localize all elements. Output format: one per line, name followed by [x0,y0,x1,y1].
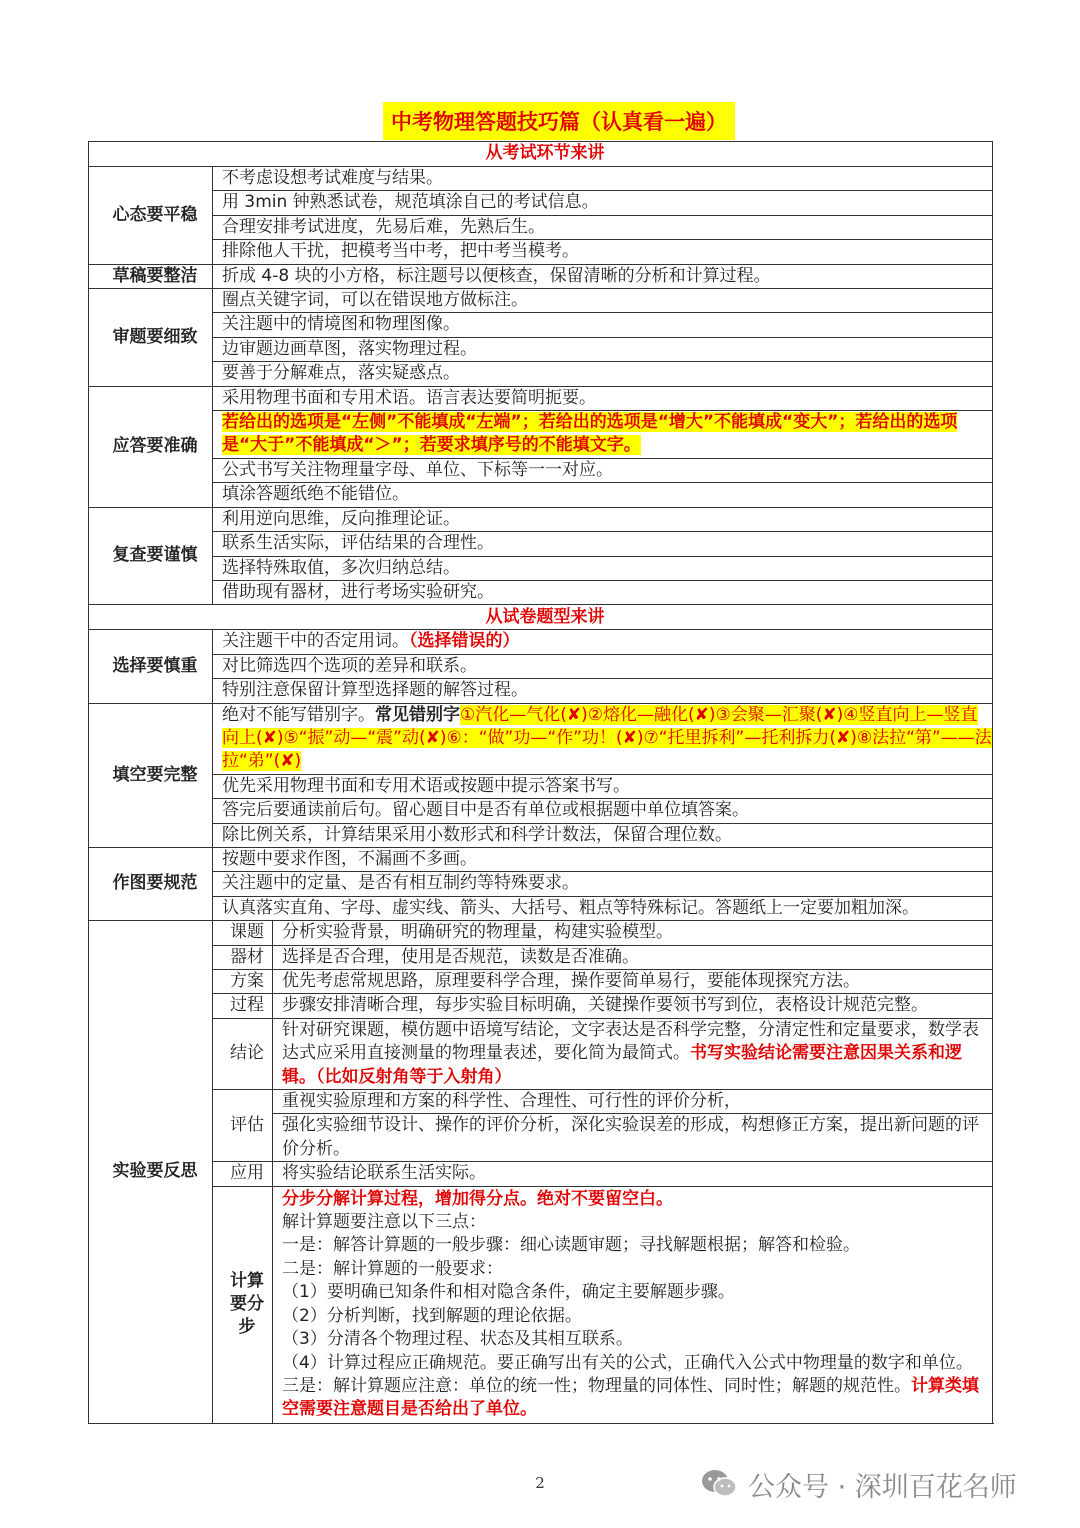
tip-text: 要善于分解难点，落实疑惑点。 [213,362,993,386]
tip-text: 排除他人干扰，把模考当中考，把中考当模考。 [213,240,993,264]
tip-main-text: 关注题干中的否定用词。 [222,631,409,652]
tip-text: 用 3min 钟熟悉试卷，规范填涂自己的考试信息。 [213,191,993,215]
category-label: 复查要谨慎 [89,507,213,605]
category-label: 实验要反思 [89,921,213,1424]
tips-table [88,141,993,1424]
category-label: 审题要细致 [89,289,213,387]
section-header-row [89,605,993,630]
table-row [89,167,993,191]
table-row [89,337,993,361]
calc-line: （2）分析判断，找到解题的理论依据。 [282,1305,582,1326]
table-row [89,994,993,1018]
table-row [89,289,993,313]
table-row [89,580,993,604]
tip-text: 优先采用物理书面和专用术语或按题中提示答案书写。 [213,774,993,798]
step-text: 强化实验细节设计、操作的评价分析，深化实验误差的形成，构想修正方案，提出新问题的评价分析。 [273,1114,993,1162]
table-row [89,1018,993,1089]
table-row [89,921,993,945]
calc-line: 分步分解计算过程，增加得分点。绝对不要留空白。 [282,1188,673,1209]
table-row [89,679,993,703]
calc-line [282,1375,992,1422]
category-label: 草稿要整洁 [89,264,213,288]
step-label: 过程 [213,994,273,1018]
table-row [89,970,993,994]
tip-text: 除比例关系，计算结果采用小数形式和科学计数法，保留合理位数。 [213,823,993,847]
calc-line: （4）计算过程应正确规范。要正确写出有关的公式，正确代入公式中物理量的数字和单位。 [282,1352,973,1373]
section-title: 从试卷题型来讲 [89,605,993,630]
calc-text: 三是：解计算题应注意：单位的统一性；物理量的同体性、同时性；解题的规范性。 [282,1375,911,1396]
calc-line: 一是：解答计算题的一般步骤：细心读题审题；寻找解题根据；解答和检验。 [282,1235,860,1256]
calc-line: 二是：解计算题的一般要求： [282,1258,503,1279]
table-row [89,799,993,823]
table-row [89,774,993,798]
step-label: 课题 [213,921,273,945]
tip-text: 关注题中的定量、是否有相互制约等特殊要求。 [213,872,993,896]
highlighted-warning: 若给出的选项是“左侧”不能填成“左端”；若给出的选项是“增大”不能填成“变大”；若给出的选项是“大于”不能填成“＞”；若要求填序号的不能填文字。 [222,412,958,456]
table-row [89,872,993,896]
table-row [89,264,993,288]
tip-text: 采用物理书面和专用术语。语言表达要简明扼要。 [213,386,993,410]
tip-red-note: （选择错误的） [409,631,520,652]
table-row [89,823,993,847]
tip-text: 合理安排考试进度，先易后难，先熟后生。 [213,215,993,239]
tip-text [213,703,993,774]
step-label: 结论 [213,1018,273,1089]
tip-text: 边审题边画草图，落实物理过程。 [213,337,993,361]
table-row [89,458,993,482]
calc-line: （1）要明确已知条件和相对隐含条件，确定主要解题步骤。 [282,1282,735,1303]
section-title: 从考试环节来讲 [89,142,993,167]
category-label: 填空要完整 [89,703,213,847]
table-row [89,945,993,969]
calculation-text [273,1186,993,1423]
tip-text: 认真落实直角、字母、虚实线、箭头、大括号、粗点等特殊标记。答题纸上一定要加粗加深。 [213,896,993,920]
step-text: 优先考虑常规思路，原理要科学合理，操作要简单易行，要能体现探究方法。 [273,970,993,994]
tip-text: 特别注意保留计算型选择题的解答过程。 [213,679,993,703]
table-row [89,386,993,410]
step-label: 器材 [213,945,273,969]
calc-red-note: 计算类填空需要注意题目是否给出了单位。 [282,1375,979,1420]
tip-text: 利用逆向思维，反向推理论证。 [213,507,993,531]
category-label: 心态要平稳 [89,167,213,265]
step-text: 分析实验背景，明确研究的物理量，构建实验模型。 [273,921,993,945]
step-text: 选择是否合理，使用是否规范，读数是否准确。 [273,945,993,969]
section-header-row [89,142,993,167]
table-row [89,896,993,920]
category-label: 应答要准确 [89,386,213,507]
table-row [89,507,993,531]
table-row [89,362,993,386]
typo-list: ①汽化—气化(✘)②熔化—融化(✘)③会聚—汇聚(✘)④竖直向上—竖直向上(✘)⑤“振”动—“震”动(✘)⑥：“做”功—“作”功！(✘)⑦“托里拆利”—托利拆力(✘)⑧法拉“第”——法拉“弟”(✘) [222,704,992,772]
tip-text: 选择特殊取值，多次归纳总结。 [213,556,993,580]
table-row [89,1162,993,1186]
step-label: 方案 [213,970,273,994]
conclusion-red-note: 书写实验结论需要注意因果关系和逻辑。（比如反射角等于入射角） [282,1043,962,1087]
table-row [89,215,993,239]
table-row [89,630,993,654]
tip-text [213,630,993,654]
table-row [89,556,993,580]
tip-text: 联系生活实际，评估结果的合理性。 [213,532,993,556]
table-row [89,847,993,871]
table-row [89,240,993,264]
step-label: 评估 [213,1090,273,1162]
category-label: 作图要规范 [89,847,213,920]
table-row [89,703,993,774]
tip-text: 公式书写关注物理量字母、单位、下标等一一对应。 [213,458,993,482]
page-number: 2 [535,1474,545,1492]
step-text: 重视实验原理和方案的科学性、合理性、可行性的评价分析， [273,1090,993,1114]
calc-line: 解计算题要注意以下三点： [282,1212,486,1233]
table-row [89,411,993,459]
table-row [89,532,993,556]
calc-line: （3）分清各个物理过程、状态及其相互联系。 [282,1329,633,1350]
step-text: 将实验结论联系生活实际。 [273,1162,993,1186]
table-row [89,313,993,337]
step-label: 应用 [213,1162,273,1186]
step-text [273,1018,993,1089]
tip-main-text: 绝对不能写错别字。 [222,704,375,725]
tip-text: 按题中要求作图，不漏画不多画。 [213,847,993,871]
table-row [89,191,993,215]
wechat-icon [700,1468,738,1500]
tip-text: 答完后要通读前后句。留心题目中是否有单位或根据题中单位填答案。 [213,799,993,823]
table-row [89,1186,993,1423]
tip-text: 借助现有器材，进行考场实验研究。 [213,580,993,604]
table-row [89,483,993,507]
tip-text: 圈点关键字词，可以在错误地方做标注。 [213,289,993,313]
tip-text: 关注题中的情境图和物理图像。 [213,313,993,337]
table-row [89,654,993,678]
category-label: 选择要慎重 [89,630,213,703]
watermark-text: 公众号 · 深圳百花名师 [748,1471,1017,1503]
step-text: 步骤安排清晰合理，每步实验目标明确，关键操作要领书写到位，表格设计规范完整。 [273,994,993,1018]
table-row [89,1090,993,1114]
category-label: 计算要分步 [213,1186,273,1423]
tip-text: 折成 4-8 块的小方格，标注题号以便核查，保留清晰的分析和计算过程。 [213,264,993,288]
tip-text-highlight [213,411,993,459]
tip-text: 对比筛选四个选项的差异和联系。 [213,654,993,678]
conclusion-text: 针对研究课题，模仿题中语境写结论，文字表达是否科学完整，分清定性和定量要求，数学表达式应采用直接测量的物理量表述，要化简为最简式。 [282,1019,979,1064]
typo-heading: 常见错别字 [375,704,460,725]
watermark [700,1462,1017,1506]
tip-text: 不考虑设想考试难度与结果。 [213,167,993,191]
page-title: 中考物理答题技巧篇（认真看一遍） [383,102,735,140]
tip-text: 填涂答题纸绝不能错位。 [213,483,993,507]
